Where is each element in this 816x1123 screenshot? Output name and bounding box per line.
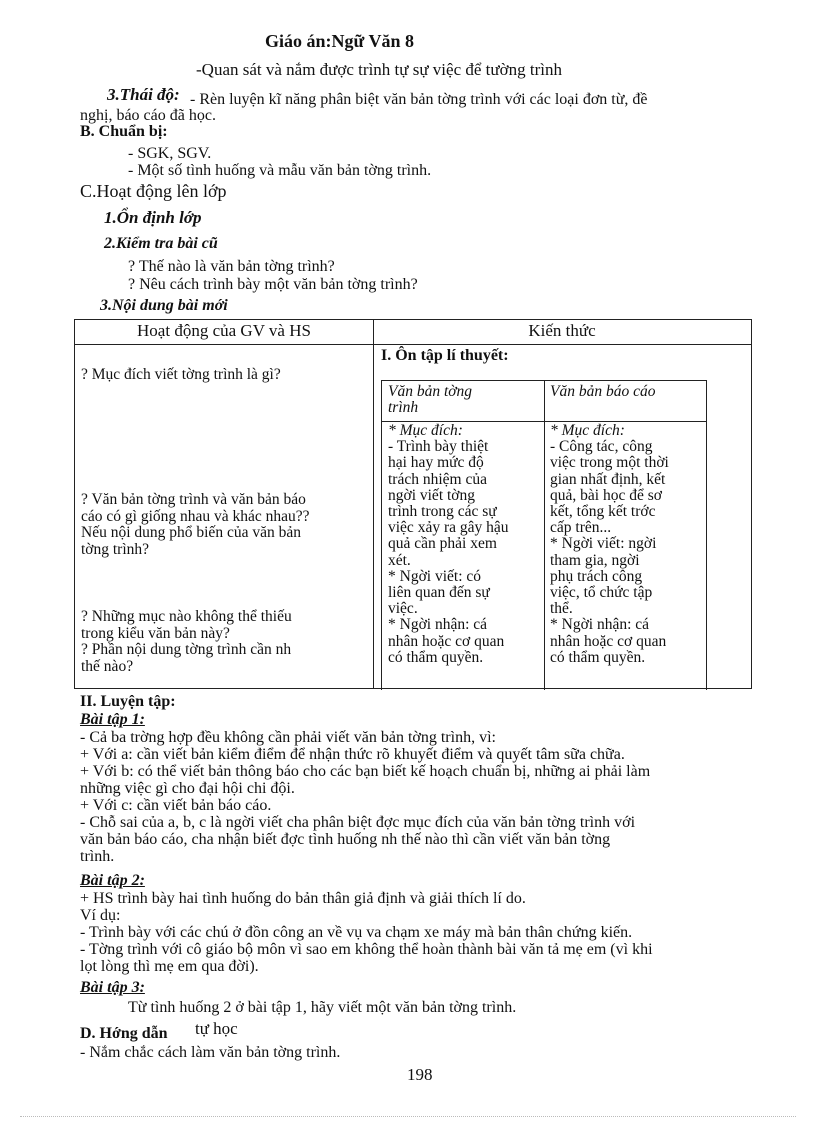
text-line: kết, tổng kết trớc xyxy=(550,503,656,521)
text-line: * Ngời viết: ngời xyxy=(550,535,657,553)
practice-heading: II. Luyện tập: xyxy=(80,693,176,710)
exercise-1-label: Bài tập 1: xyxy=(80,711,145,728)
theory-heading: I. Ôn tập lí thuyết: xyxy=(381,347,509,364)
page-number: 198 xyxy=(407,1065,433,1084)
text-line: * Ngời nhận: cá xyxy=(550,616,650,634)
text-line: tham gia, ngời xyxy=(550,551,640,569)
text-line: trình. xyxy=(80,848,115,865)
text-line: * Mục đích: xyxy=(388,422,463,439)
text-line: liên quan đến sự xyxy=(388,584,490,602)
text-line: phụ trách công xyxy=(550,567,643,585)
question-required-items: ? Những mục nào không thể thiếu trong kiểu văn bản này? ? Phần nội dung tờng trình cần nh thế nào? xyxy=(81,608,292,675)
text-line: - Công tác, công xyxy=(550,438,653,456)
text-line: * Mục đích: xyxy=(550,422,625,439)
text-line: + Với a: cần viết bản kiểm điểm để nhận thức rõ khuyết điểm và quyết tâm sữa chữa. xyxy=(80,746,625,763)
text-line: - Trình bày thiệt xyxy=(388,438,489,456)
text-line: văn bản báo cáo, cha nhận biết đợc tình huống nh thế nào thì cần viết văn bản tờng xyxy=(80,831,611,848)
text-line: - Tờng trình với cô giáo bộ môn vì sao em không thể hoàn thành bài văn tả mẹ em (vì khi xyxy=(80,941,653,958)
comparison-body-incident xyxy=(388,423,509,666)
review-question: ? Thế nào là văn bản tờng trình? xyxy=(128,258,335,275)
exercise-2-label: Bài tập 2: xyxy=(80,872,145,889)
question-compare: ? Văn bản tờng trình và văn bản báo cáo có gì giống nhau và khác nhau?? Nếu nội dung phổ biến của văn bản tờng trình? xyxy=(81,491,310,558)
comparison-table xyxy=(381,380,707,690)
exercise-3-text: Từ tình huống 2 ở bài tập 1, hãy viết một văn bản tờng trình. xyxy=(128,999,517,1016)
activities-heading: C.Hoạt động lên lớp xyxy=(80,181,227,201)
page-title: Giáo án:Ngữ Văn 8 xyxy=(265,31,414,51)
text-line: - Cả ba trờng hợp đều không cần phải viết văn bản tờng trình, vì: xyxy=(80,729,496,746)
text-line: việc, tổ chức tập xyxy=(550,584,653,602)
exercise-3-label: Bài tập 3: xyxy=(80,979,145,996)
attitude-text-1: - Rèn luyện kĩ năng phân biệt văn bản tờng trình với các loại đơn từ, đề xyxy=(190,91,648,108)
text-line: cấp trên... xyxy=(550,519,612,537)
text-line: * Ngời viết: có xyxy=(388,567,481,585)
text-line: + Với c: cần viết bản báo cáo. xyxy=(80,797,272,814)
text-line: nhân hoặc cơ quan xyxy=(550,632,667,650)
prepare-heading: B. Chuẩn bị: xyxy=(80,123,168,140)
text-line: quả cần phải xem xyxy=(388,535,497,553)
text-line: việc. xyxy=(388,600,418,618)
text-line: xét. xyxy=(388,551,411,569)
table-header-activities: Hoạt động của GV và HS xyxy=(137,321,311,340)
objective-line: -Quan sát và nắm được trình tự sự việc để tường trình xyxy=(196,60,562,79)
text-line: nhân hoặc cơ quan xyxy=(388,632,505,650)
text-line: - Trình bày với các chú ở đồn công an về vụ va chạm xe máy mà bản thân chứng kiến. xyxy=(80,924,633,941)
guide-heading: D. Hớng dẫn xyxy=(80,1025,168,1042)
text-line: việc xảy ra gây hậu xyxy=(388,519,509,537)
comparison-header-report-incident: Văn bản tờng trình xyxy=(388,383,473,417)
text-line: những việc gì cho đại hội chi đội. xyxy=(80,780,295,797)
section-2-heading: 2.Kiểm tra bài cũ xyxy=(104,235,218,252)
question-purpose: ? Mục đích viết tờng trình là gì? xyxy=(81,366,281,383)
comparison-header-report: Văn bản báo cáo xyxy=(550,383,656,400)
prepare-item: - Một số tình huống và mẫu văn bản tờng trình. xyxy=(128,162,432,179)
text-line: lọt lòng thì mẹ em qua đời). xyxy=(80,958,259,975)
text-line: quả, bài học để sơ xyxy=(550,486,662,504)
text-line: có thẩm quyền. xyxy=(550,648,646,666)
exercise-2-text xyxy=(80,890,653,975)
guide-item: - Nắm chắc cách làm văn bản tờng trình. xyxy=(80,1044,341,1061)
section-1-heading: 1.Ổn định lớp xyxy=(104,208,202,227)
text-line: thể. xyxy=(550,600,573,618)
guide-heading-tail: tự học xyxy=(195,1019,238,1038)
attitude-label: 3.Thái độ: xyxy=(107,85,180,104)
comparison-body-report xyxy=(550,423,669,666)
text-line: trách nhiệm của xyxy=(388,470,487,488)
exercise-1-text xyxy=(80,729,650,865)
text-line: ngời viết tờng xyxy=(388,486,475,504)
text-line: hại hay mức độ xyxy=(388,454,484,472)
text-line: Ví dụ: xyxy=(80,907,121,924)
text-line: + Với b: có thể viết bản thông báo cho các bạn biết kế hoạch chuẩn bị, những ai phải làm xyxy=(80,763,651,780)
section-3-heading: 3.Nội dung bài mới xyxy=(100,297,228,314)
text-line: + HS trình bày hai tình huống do bản thân giả định và giải thích lí do. xyxy=(80,890,526,907)
text-line: có thẩm quyền. xyxy=(388,648,484,666)
text-line: việc trong một thời xyxy=(550,454,669,472)
text-line: * Ngời nhận: cá xyxy=(388,616,488,634)
lesson-table xyxy=(74,319,752,689)
prepare-item: - SGK, SGV. xyxy=(128,145,212,162)
attitude-text-2: nghị, báo cáo đã học. xyxy=(80,107,216,124)
text-line: trình trong các sự xyxy=(388,503,497,521)
text-line: - Chỗ sai của a, b, c là ngời viết cha phân biệt đợc mục đích của văn bản tờng trình với xyxy=(80,814,636,831)
table-header-knowledge: Kiến thức xyxy=(528,321,596,340)
text-line: gian nhất định, kết xyxy=(550,470,666,488)
review-question: ? Nêu cách trình bày một văn bản tờng trình? xyxy=(128,276,418,293)
